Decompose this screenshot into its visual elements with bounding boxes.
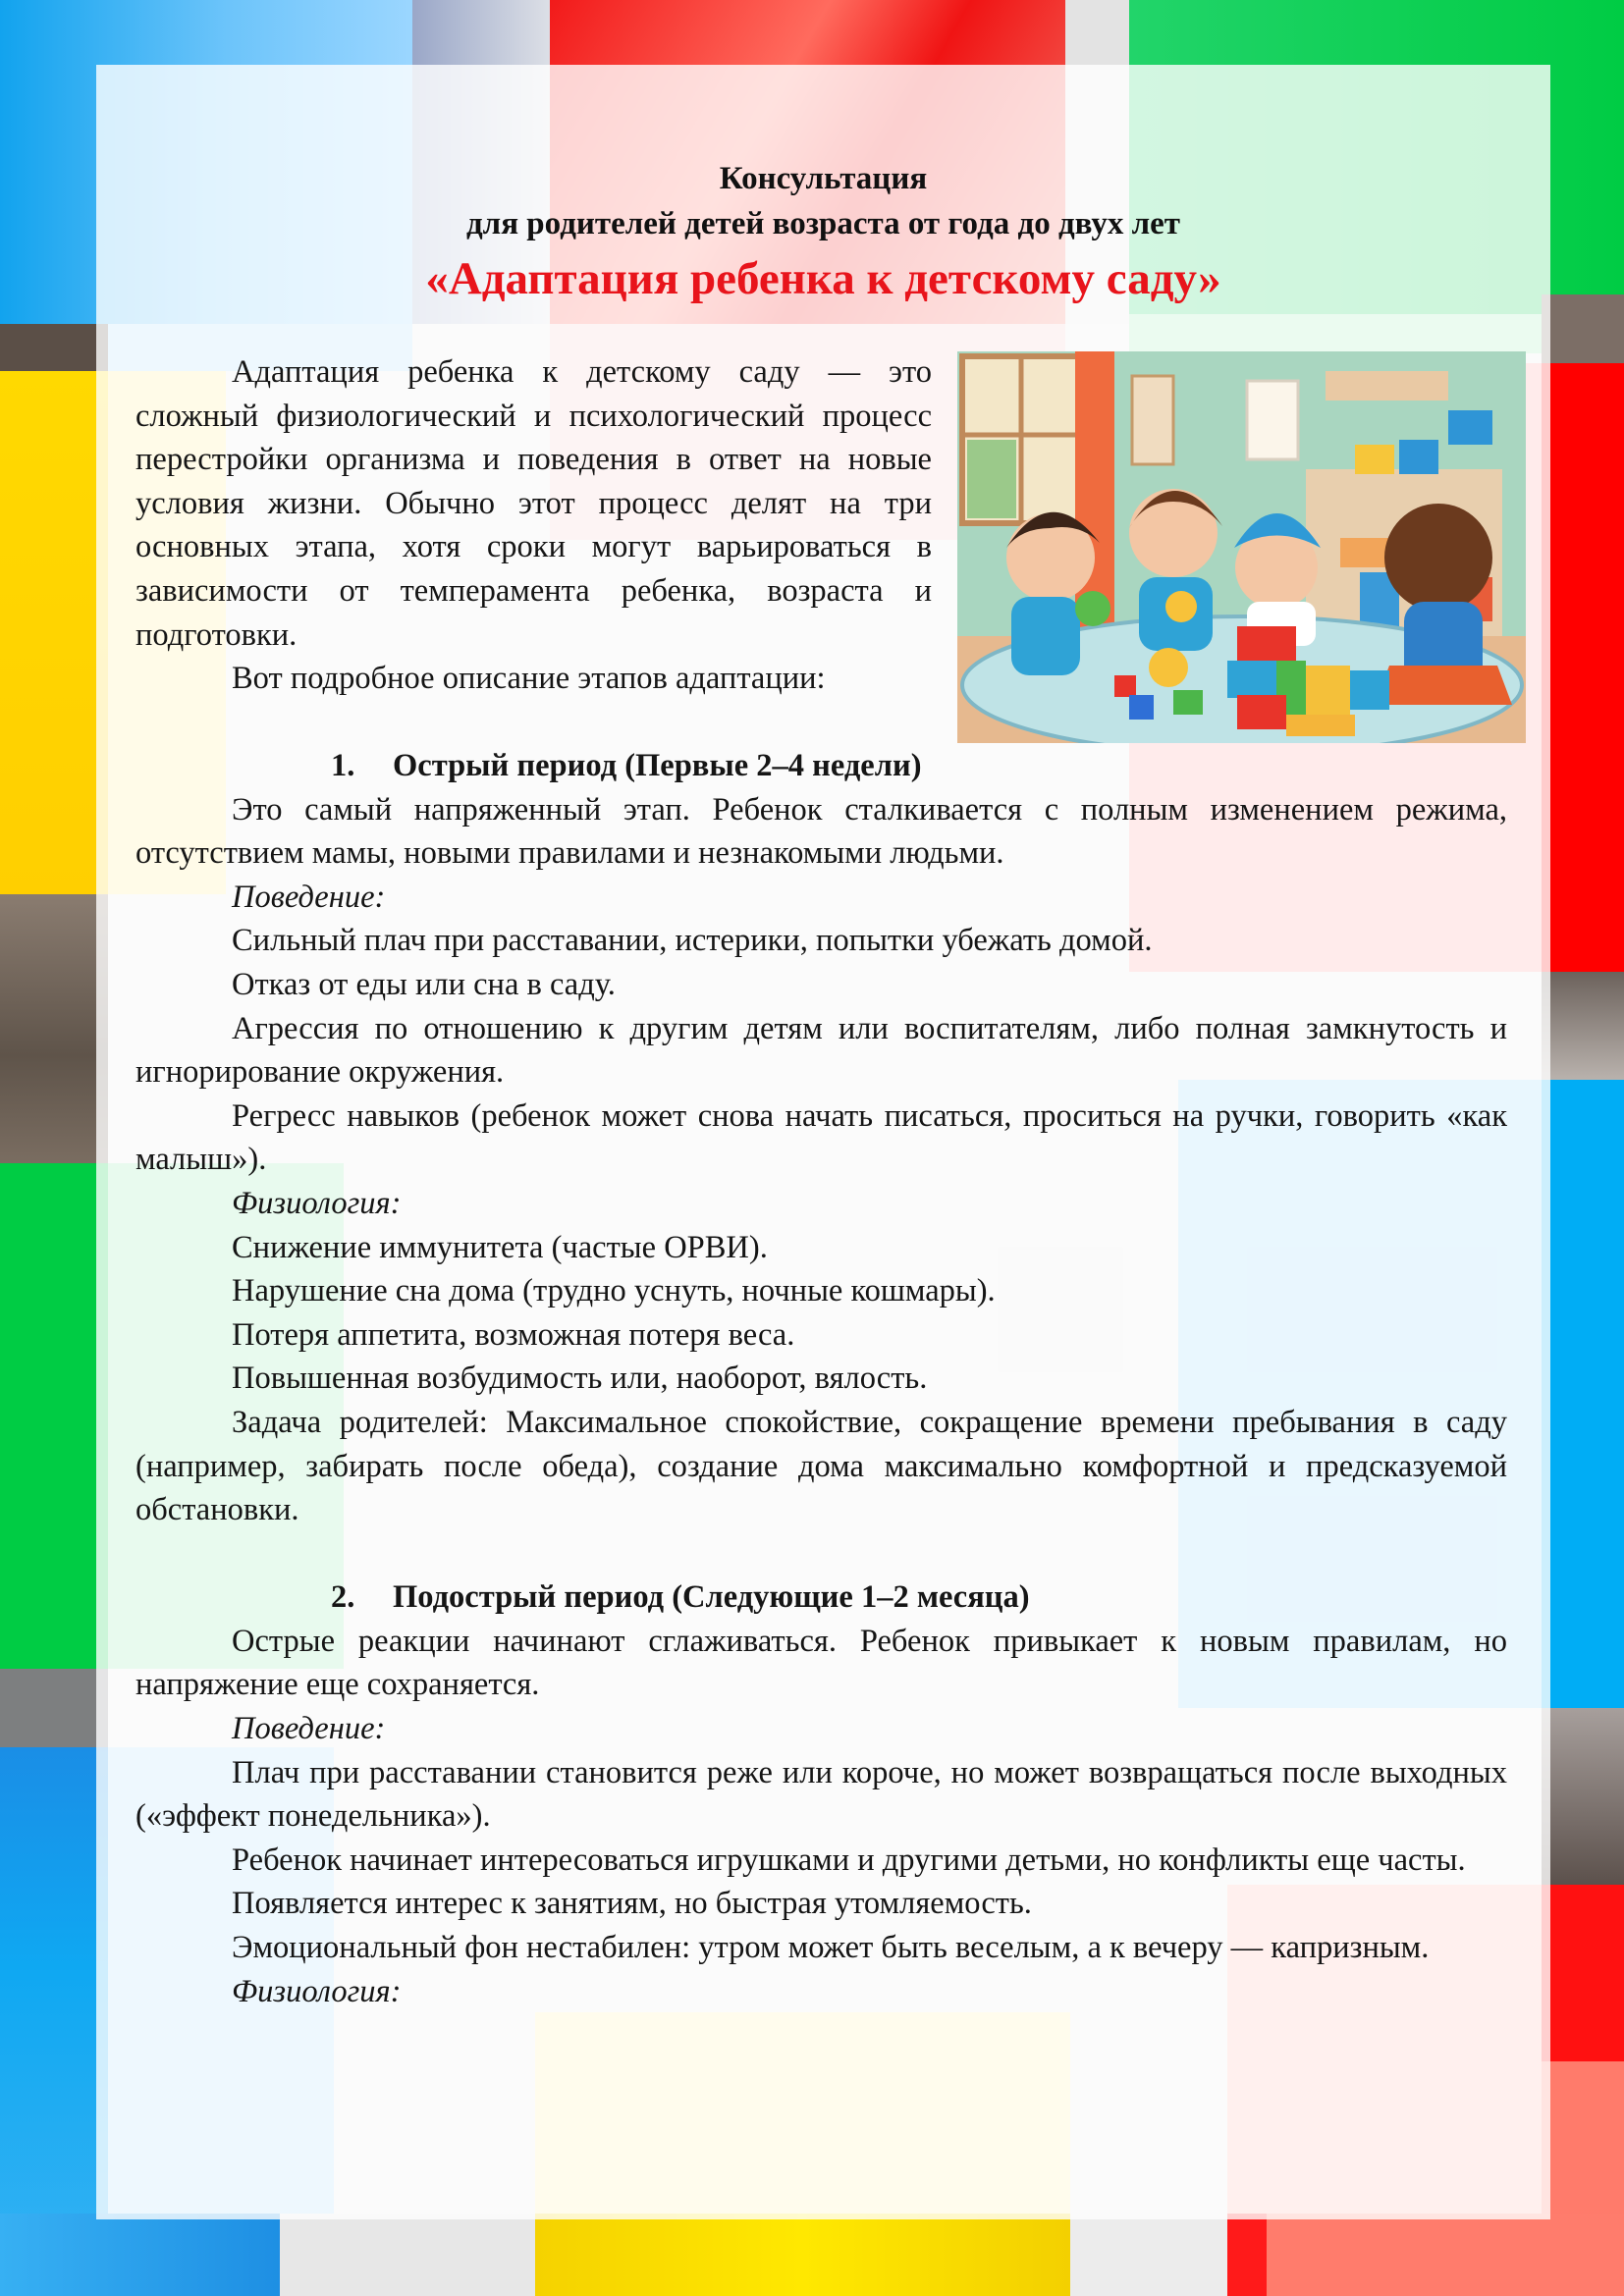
- bg-block-red-right-2: [1542, 1885, 1624, 2061]
- section-1-behavior-item: Отказ от еды или сна в саду.: [232, 966, 616, 1002]
- section-2-heading: [135, 1575, 1507, 1620]
- section-2-number: 2.: [331, 1579, 355, 1616]
- bg-block-salmon-bottom: [1267, 2214, 1624, 2296]
- bg-block-red-right: [1542, 363, 1624, 972]
- audience-subtitle: для родителей детей возраста от года до двух лет: [465, 206, 1180, 241]
- bg-block-yellow-left: [0, 371, 108, 894]
- section-2-behavior-label: Поведение:: [232, 1711, 386, 1747]
- section-spacer: [135, 1532, 1507, 1576]
- section-1-behavior-item: Регресс навыков (ребенок может снова начать писаться, проситься на ручки, говорить «как малыш»).: [135, 1097, 1507, 1178]
- main-text: [135, 744, 1507, 2013]
- section-1-heading: [135, 744, 1507, 788]
- intro-lead-in: Вот подробное описание этапов адаптации:: [232, 661, 826, 697]
- bg-block-white-bottom: [280, 2214, 535, 2296]
- bg-block-yellow-bottom: [535, 2214, 1070, 2296]
- section-1-physiology-item: Потеря аппетита, возможная потеря веса.: [232, 1316, 795, 1353]
- section-2-physiology-label: Физиология:: [232, 1973, 402, 2009]
- bg-wood-right-2: [1542, 972, 1624, 1080]
- section-2-behavior-item: Появляется интерес к занятиям, но быстрая утомляемость.: [232, 1886, 1032, 1922]
- section-2-lead: Острые реакции начинают сглаживаться. Ребенок привыкает к новым правилам, но напряжение еще сохраняется.: [135, 1623, 1507, 1703]
- bg-block-green-left: [0, 1163, 108, 1669]
- section-1-lead: Это самый напряженный этап. Ребенок сталкивается с полным изменением режима, отсутствием мамы, новыми правилами и незнакомыми людьми.: [135, 791, 1507, 872]
- section-1-title: Острый период (Первые 2–4 недели): [393, 748, 922, 783]
- intro-paragraph: Адаптация ребенка к детскому саду — это сложный физиологический и психологический процесс перестройки организма и поведения в ответ на новые условия жизни. Обычно этот процесс делят на три основных этапа, хотя сроки могут варьироваться в зависимости от темперамента ребенка, возраста и подготовки.: [135, 354, 932, 653]
- consultation-label: Консультация: [719, 161, 928, 196]
- section-1-number: 1.: [331, 748, 355, 783]
- illustration-svg: [957, 351, 1526, 743]
- section-1-behavior-label: Поведение:: [232, 879, 386, 915]
- bg-block-white-bottom-2: [1070, 2214, 1227, 2296]
- section-1-behavior-item: Агрессия по отношению к другим детям или воспитателям, либо полная замкнутость и игнорирование окружения.: [135, 1010, 1507, 1091]
- bg-block-blue-bottom: [0, 2214, 280, 2296]
- section-1-parent-task: Задача родителей: Максимальное спокойствие, сокращение времени пребывания в саду (например, забирать после обеда), создание дома максимально комфортной и предсказуемой обстановки.: [135, 1404, 1507, 1528]
- section-2-behavior-item: Эмоциональный фон нестабилен: утром может быть веселым, а к вечеру — капризным.: [232, 1930, 1430, 1966]
- intro-text: [135, 350, 932, 701]
- bg-wood-left-2: [0, 894, 108, 1163]
- section-2-behavior-item: Плач при расставании становится реже или короче, но может возвращаться после выходных («эффект понедельника»).: [135, 1754, 1507, 1835]
- section-1-physiology-label: Физиология:: [232, 1185, 402, 1221]
- bg-block-blue-right: [1542, 1080, 1624, 1708]
- section-2-behavior-item: Ребенок начинает интересоваться игрушками и другими детьми, но конфликты еще часты.: [232, 1842, 1466, 1878]
- bg-block-red-stripe-bottom: [1227, 2214, 1267, 2296]
- document-title: «Адаптация ребенка к детскому саду»: [425, 253, 1221, 304]
- section-1-behavior-item: Сильный плач при расставании, истерики, попытки убежать домой.: [232, 923, 1153, 959]
- section-1-physiology-item: Снижение иммунитета (частые ОРВИ).: [232, 1229, 768, 1265]
- section-1-physiology-item: Нарушение сна дома (трудно уснуть, ночные кошмары).: [232, 1273, 996, 1309]
- bg-wood-left-1: [0, 324, 108, 371]
- bg-wood-right-3: [1542, 1708, 1624, 1885]
- section-2-title: Подострый период (Следующие 1–2 месяца): [393, 1579, 1030, 1616]
- bg-wood-left-3: [0, 1669, 108, 1747]
- children-playing-illustration: [957, 351, 1526, 743]
- section-1-physiology-item: Повышенная возбудимость или, наоборот, вялость.: [232, 1361, 928, 1397]
- bg-wood-right-1: [1542, 294, 1624, 363]
